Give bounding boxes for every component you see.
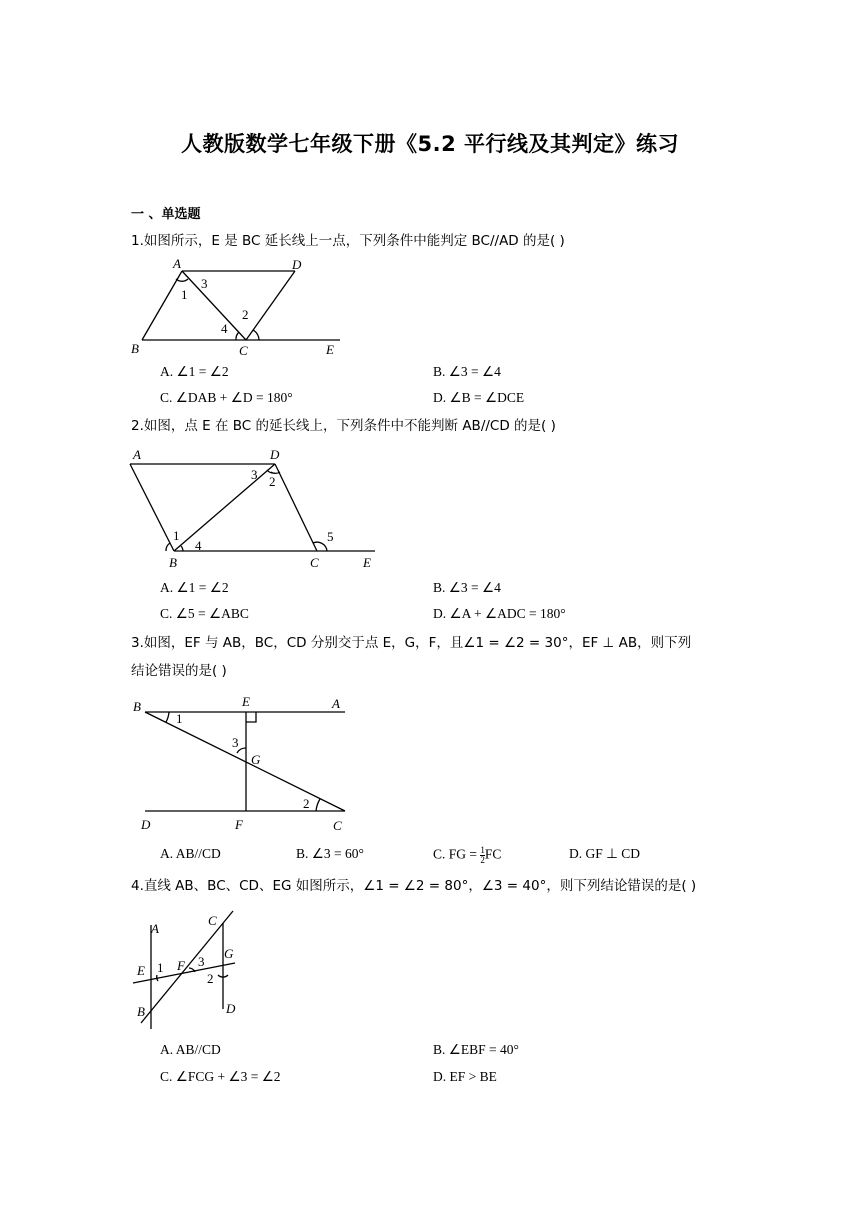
fig3-label-e: E	[242, 694, 250, 709]
fraction-denominator: 2	[480, 855, 485, 865]
question-3-text-line2: 结论错误的是( )	[131, 663, 227, 679]
fig1-angle-3: 3	[201, 276, 208, 291]
fig1-label-e: E	[326, 342, 334, 357]
q1-option-d[interactable]: D. ∠B = ∠DCE	[433, 390, 525, 405]
fig4-label-b: B	[137, 1004, 145, 1019]
q4-option-b[interactable]: B. ∠EBF = 40°	[433, 1042, 519, 1057]
q3-option-a[interactable]: A. AB//CD	[160, 846, 221, 861]
fig1-label-c: C	[239, 343, 248, 358]
q1-option-a[interactable]: A. ∠1 = ∠2	[160, 364, 229, 379]
q3-option-c-tail: FC	[484, 846, 502, 862]
fig3-label-g: G	[251, 752, 261, 767]
fig2-angle-2: 2	[269, 474, 276, 489]
question-3-figure	[125, 690, 365, 840]
fig2-angle-1: 1	[173, 528, 180, 543]
fig4-label-g: G	[224, 946, 234, 961]
q2-option-c[interactable]: C. ∠5 = ∠ABC	[160, 606, 249, 621]
fig4-label-d: D	[226, 1001, 236, 1016]
fig3-label-f: F	[235, 817, 243, 832]
question-2-text: 2.如图，点 E 在 BC 的延长线上，下列条件中不能判断 AB//CD 的是( )	[131, 418, 556, 434]
fig3-label-b: B	[133, 699, 141, 714]
fig2-angle-3: 3	[251, 467, 258, 482]
fig3-label-c: C	[333, 818, 342, 833]
page-title: 人教版数学七年级下册《5.2 平行线及其判定》练习	[180, 132, 679, 156]
q2-option-a[interactable]: A. ∠1 = ∠2	[160, 580, 229, 595]
question-4-text: 4.直线 AB、BC、CD、EG 如图所示，∠1 = ∠2 = 80°，∠3 = 40°，则下列结论错误的是( )	[131, 878, 697, 894]
fig3-label-a: A	[332, 696, 340, 711]
section-heading: 一 、单选题	[131, 207, 201, 222]
fig4-angle-3: 3	[198, 954, 205, 969]
question-3-text-line1: 3.如图，EF 与 AB，BC，CD 分别交于点 E，G，F，且∠1 = ∠2 = 30°，EF ⊥ AB，则下列	[131, 635, 692, 651]
fig4-angle-2: 2	[207, 971, 214, 986]
fig2-label-e: E	[363, 555, 371, 570]
fig1-angle-1: 1	[181, 287, 188, 302]
fig1-label-a: A	[173, 256, 181, 271]
fig4-label-a: A	[151, 921, 159, 936]
q3-option-c-prefix: C. FG =	[433, 846, 481, 862]
fig2-label-c: C	[310, 555, 319, 570]
fig3-angle-2: 2	[303, 796, 310, 811]
fig4-label-f: F	[177, 958, 185, 973]
q1-option-b[interactable]: B. ∠3 = ∠4	[433, 364, 501, 379]
fig2-label-b: B	[169, 555, 177, 570]
q3-option-c[interactable]	[433, 846, 501, 865]
q1-option-c[interactable]: C. ∠DAB + ∠D = 180°	[160, 390, 293, 405]
fig1-angle-4: 4	[221, 321, 228, 336]
q4-option-a[interactable]: A. AB//CD	[160, 1042, 221, 1057]
q2-option-d[interactable]: D. ∠A + ∠ADC = 180°	[433, 606, 566, 621]
q3-option-b[interactable]: B. ∠3 = 60°	[296, 846, 364, 861]
fig3-angle-1: 1	[176, 711, 183, 726]
q4-option-d[interactable]: D. EF > BE	[433, 1069, 497, 1084]
q3-option-d[interactable]: D. GF ⊥ CD	[569, 846, 641, 861]
question-4-figure	[125, 905, 255, 1040]
fraction-numerator: 1	[480, 845, 485, 855]
fig2-angle-4: 4	[195, 538, 202, 553]
fig3-angle-3: 3	[232, 735, 239, 750]
fig2-label-a: A	[133, 447, 141, 462]
fig1-label-d: D	[292, 257, 302, 272]
fig2-label-d: D	[270, 447, 280, 462]
fig4-label-c: C	[208, 913, 217, 928]
question-1-text: 1.如图所示，E 是 BC 延长线上一点，下列条件中能判定 BC//AD 的是( )	[131, 233, 565, 249]
fig4-label-e: E	[137, 963, 145, 978]
q2-option-b[interactable]: B. ∠3 = ∠4	[433, 580, 501, 595]
fig4-angle-1: 1	[157, 960, 164, 975]
fig3-label-d: D	[141, 817, 151, 832]
question-2-figure	[125, 440, 385, 575]
fig1-label-b: B	[131, 341, 139, 356]
fig2-angle-5: 5	[327, 529, 334, 544]
fig1-angle-2: 2	[242, 307, 249, 322]
question-1-figure	[125, 255, 355, 360]
q4-option-c[interactable]: C. ∠FCG + ∠3 = ∠2	[160, 1069, 281, 1084]
